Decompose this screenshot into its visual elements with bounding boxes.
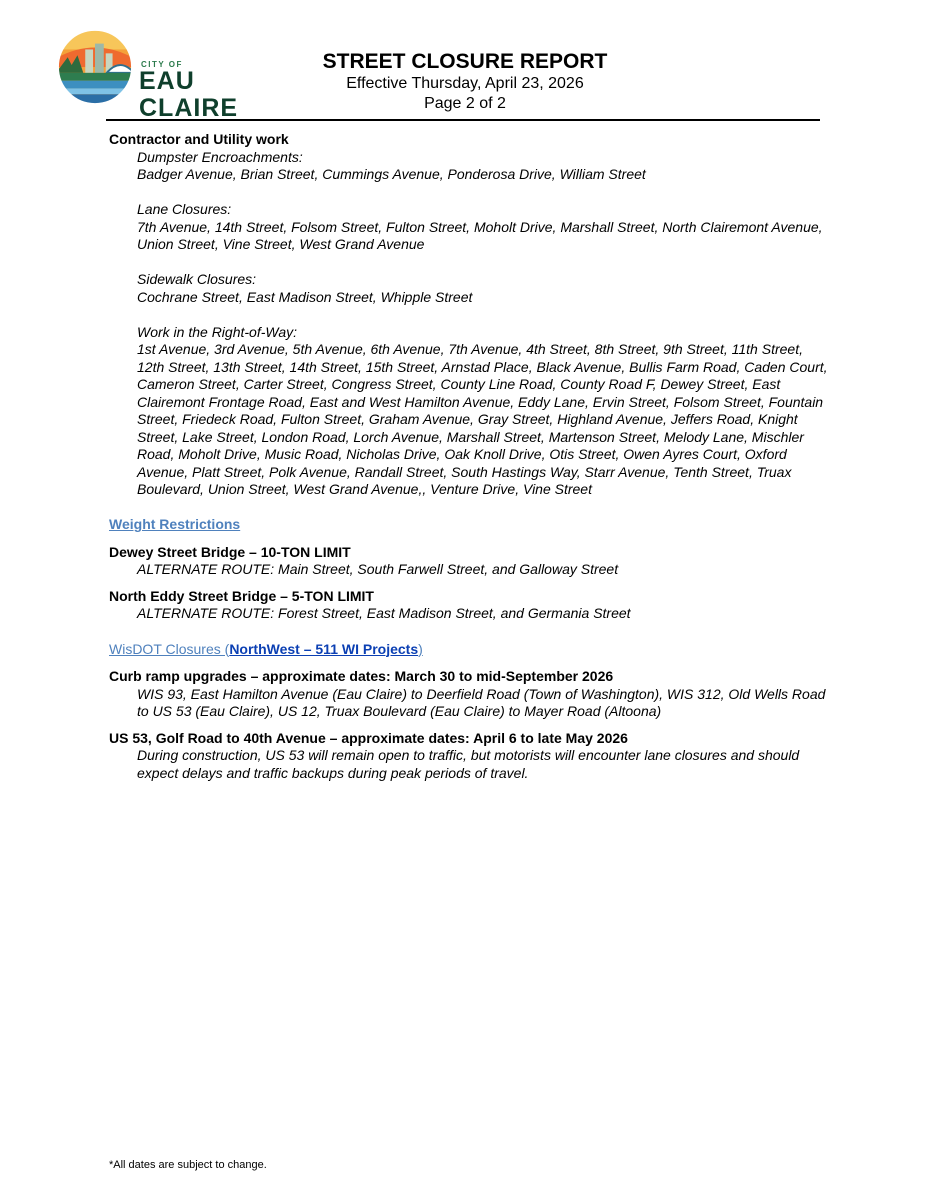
group-label: Dumpster Encroachments:: [137, 148, 303, 165]
group-label: Lane Closures:: [137, 201, 232, 217]
wisdot-item: [109, 668, 829, 721]
header-divider: [106, 119, 820, 121]
effective-date: Effective Thursday, April 23, 2026: [346, 75, 584, 92]
wisdot-title-prefix: WisDOT Closures (: [109, 640, 230, 657]
dumpster-group: [109, 149, 829, 184]
weight-item-detail: ALTERNATE ROUTE: Main Street, South Farwell Street, and Galloway Street: [137, 561, 619, 577]
group-text: Cochrane Street, East Madison Street, Whipple Street: [137, 288, 473, 305]
group-label: Sidewalk Closures:: [137, 271, 257, 287]
wisdot-projects-link[interactable]: NorthWest – 511 WI Projects: [229, 640, 419, 657]
report-body: [109, 131, 829, 791]
page-number: Page 2 of 2: [424, 95, 506, 112]
wisdot-closures-title: [109, 641, 829, 659]
city-emblem-icon: [56, 28, 134, 106]
group-text: 1st Avenue, 3rd Avenue, 5th Avenue, 6th Avenue, 7th Avenue, 4th Street, 8th Street, 9th Street, 11th Street, 12th Street, 13th Street, 14th Street, 15th Street, Arnstad Place, Black Avenue, Bullis Farm Road, Caden Court, Cameron Street, Carter Street, Congress Street, County Line Road, County Road F, Dewey Street, East Clairemont Frontage Road, East and West Hamilton Avenue, Eddy Lane, Ervin Street, Folsom Street, Fountain Street, Friedeck Road, Fulton Street, Graham Avenue, Gray Street, Highland Avenue, Jeffers Road, Knight Street, Lake Street, London Road, Lorch Avenue, Marshall Street, Martenson Street, Melody Lane, Mischler Road, Moholt Drive, Music Road, Nicholas Drive, Oak Knoll Drive, Otis Street, Owen Ayres Court, Oxford Avenue, Platt Street, Polk Avenue, Randall Street, South Hastings Way, Starr Avenue, Tenth Street, Truax Boulevard, Union Street, West Grand Avenue,, Venture Drive, Vine Street: [137, 341, 828, 497]
report-title: STREET CLOSURE REPORT: [322, 50, 608, 73]
lane-closures-group: [109, 201, 829, 254]
logo-city-of-text: CITY OF: [141, 60, 183, 69]
weight-item-heading: Dewey Street Bridge – 10-TON LIMIT: [109, 543, 351, 560]
weight-item-detail: ALTERNATE ROUTE: Forest Street, East Madison Street, and Germania Street: [137, 605, 631, 621]
city-logo: [56, 28, 246, 122]
sidewalk-closures-group: [109, 271, 829, 306]
weight-restrictions-title: Weight Restrictions: [109, 516, 241, 532]
wisdot-item-heading: Curb ramp upgrades – approximate dates: March 30 to mid-September 2026: [109, 668, 614, 684]
footnote: *All dates are subject to change.: [109, 1159, 267, 1171]
weight-item: [109, 588, 829, 623]
wisdot-item: [109, 730, 829, 783]
group-label: Work in the Right-of-Way:: [137, 323, 298, 340]
wisdot-title-suffix: ): [418, 640, 423, 657]
weight-item: [109, 544, 829, 579]
wisdot-item-detail: WIS 93, East Hamilton Avenue (Eau Claire) to Deerfield Road (Town of Washington), WIS 312, Old Wells Road to US 53 (Eau Claire), US 12, Truax Boulevard (Eau Claire) to Mayer Road (Altoona): [137, 685, 826, 719]
right-of-way-group: [109, 324, 829, 499]
wisdot-item-detail: During construction, US 53 will remain open to traffic, but motorists will encounter lane closures and should expect delays and traffic backups during peak periods of travel.: [137, 747, 800, 781]
logo-word-eau: EAU: [139, 67, 195, 95]
logo-word-claire: CLAIRE: [139, 94, 239, 122]
wisdot-item-heading: US 53, Golf Road to 40th Avenue – approximate dates: April 6 to late May 2026: [109, 729, 628, 746]
group-text: 7th Avenue, 14th Street, Folsom Street, Fulton Street, Moholt Drive, Marshall Street, North Clairemont Avenue, Union Street, Vine Street, West Grand Avenue: [137, 218, 823, 252]
group-text: Badger Avenue, Brian Street, Cummings Avenue, Ponderosa Drive, William Street: [137, 166, 646, 182]
weight-item-heading: North Eddy Street Bridge – 5-TON LIMIT: [109, 587, 374, 604]
contractor-heading: Contractor and Utility work: [109, 131, 289, 147]
report-header: [250, 50, 680, 114]
